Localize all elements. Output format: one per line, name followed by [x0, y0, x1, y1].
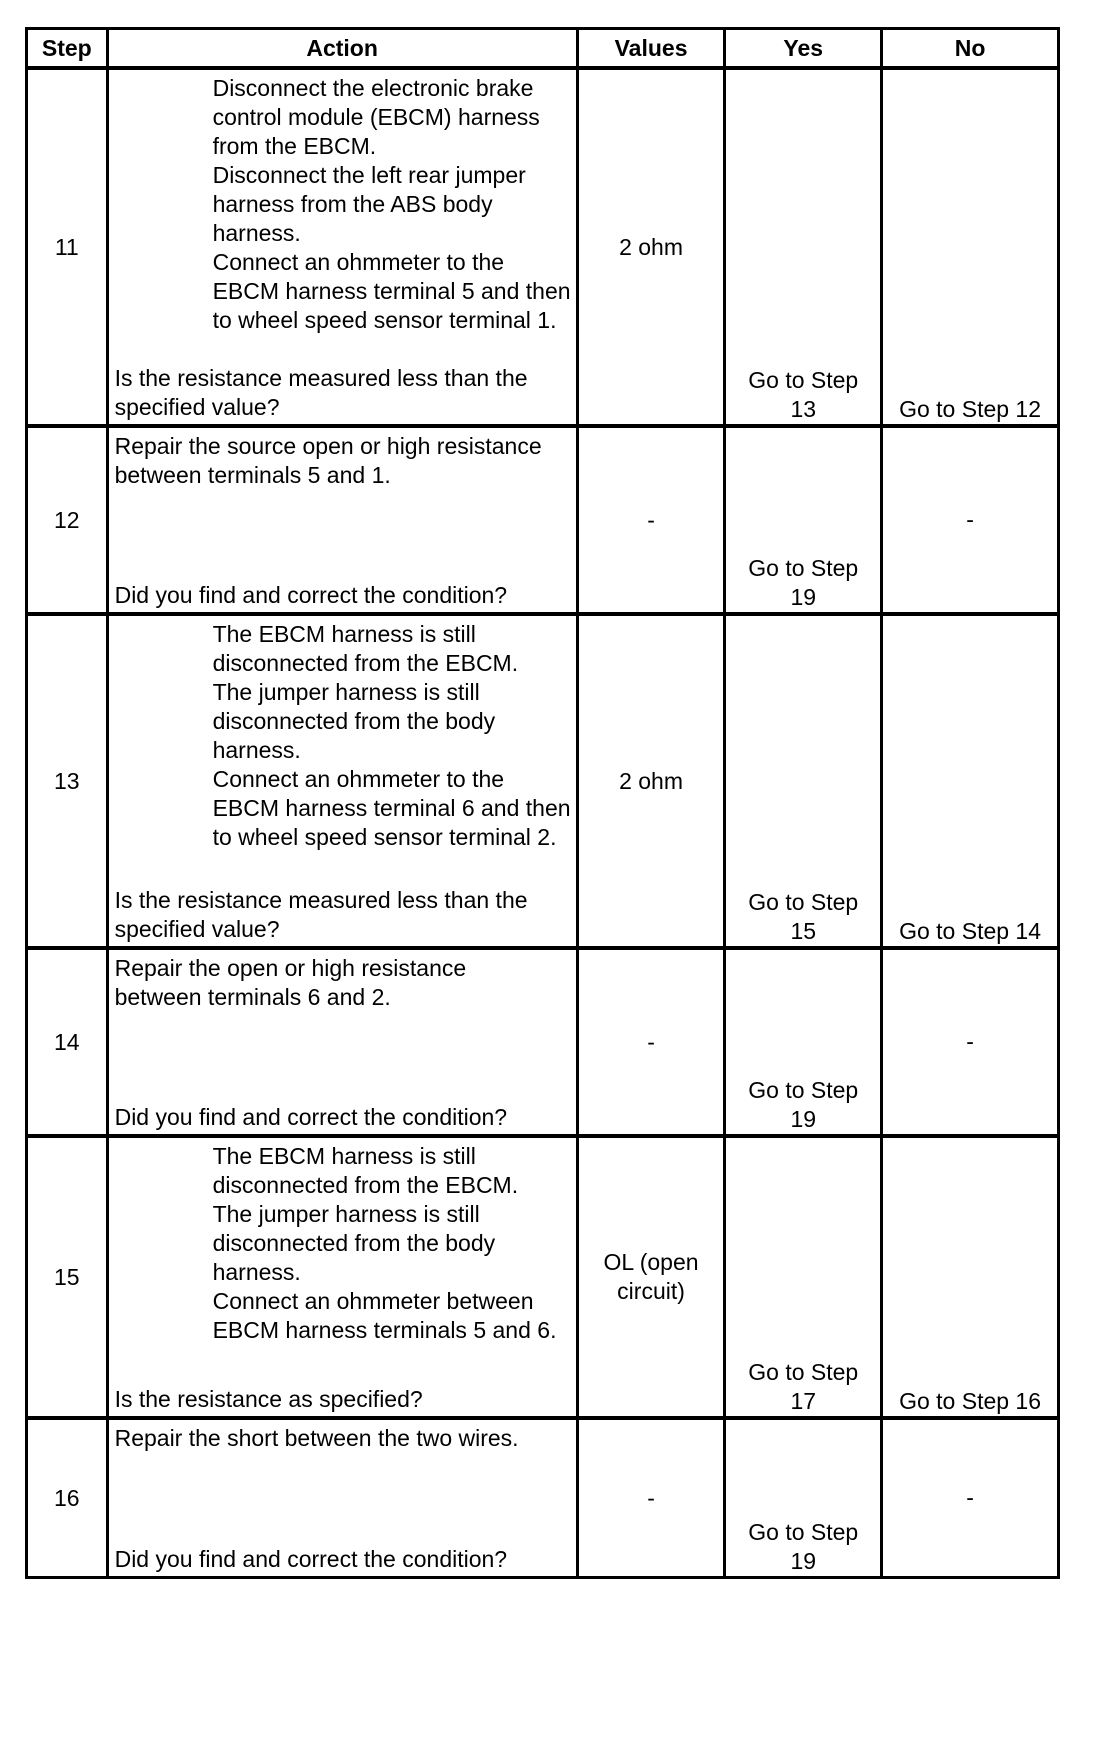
action-instructions: Disconnect the electronic brake control module (EBCM) harness from the EBCM. Disconnect the left rear jumper harness from the ABS body harness. Connect an ohmmeter to the EBCM harness terminal 5 and then to wheel speed sensor terminal 1.	[212, 75, 571, 333]
action-cell	[107, 426, 577, 614]
yes-cell	[725, 948, 882, 1136]
action-instructions: Repair the short between the two wires.	[114, 1425, 519, 1451]
action-cell	[107, 1136, 577, 1418]
step-number: 11	[27, 68, 108, 426]
header-no: No	[882, 29, 1059, 69]
no-cell	[882, 948, 1059, 1136]
yes-result: Go to Step 19	[748, 555, 859, 610]
action-cell	[107, 614, 577, 948]
yes-cell	[725, 68, 882, 426]
value-cell: -	[577, 948, 725, 1136]
yes-result: Go to Step 17	[748, 1359, 859, 1414]
action-instructions: The EBCM harness is still disconnected from the EBCM. The jumper harness is still disconnected from the body harness. Connect an ohmmeter between EBCM harness terminals 5 and 6.	[212, 1143, 557, 1343]
diagnostic-table	[25, 27, 1060, 1579]
yes-result: Go to Step 19	[748, 1077, 859, 1132]
yes-cell	[725, 1418, 882, 1578]
header-step: Step	[27, 29, 108, 69]
no-result: -	[966, 1484, 974, 1511]
action-question: Is the resistance measured less than the specified value?	[114, 887, 528, 942]
action-question: Did you find and correct the condition?	[114, 1104, 508, 1130]
header-values: Values	[577, 29, 725, 69]
yes-cell	[725, 426, 882, 614]
table-row	[27, 68, 1059, 426]
action-cell	[107, 68, 577, 426]
yes-cell	[725, 614, 882, 948]
no-cell: Go to Step 14	[882, 614, 1059, 948]
yes-result: Go to Step 13	[748, 367, 859, 422]
table-row	[27, 1136, 1059, 1418]
value-cell: -	[577, 1418, 725, 1578]
step-number: 15	[27, 1136, 108, 1418]
value-cell: 2 ohm	[577, 614, 725, 948]
action-instructions: Repair the open or high resistance between terminals 6 and 2.	[114, 955, 467, 1010]
table-row	[27, 1418, 1059, 1578]
action-question: Did you find and correct the condition?	[114, 582, 508, 608]
table-row	[27, 948, 1059, 1136]
action-question: Is the resistance as specified?	[114, 1386, 423, 1412]
action-question: Is the resistance measured less than the specified value?	[114, 365, 528, 420]
action-cell	[107, 948, 577, 1136]
header-yes: Yes	[725, 29, 882, 69]
yes-result: Go to Step 15	[748, 889, 859, 944]
no-cell: Go to Step 12	[882, 68, 1059, 426]
no-cell: Go to Step 16	[882, 1136, 1059, 1418]
header-action: Action	[107, 29, 577, 69]
no-result: -	[966, 1028, 974, 1055]
action-instructions: Repair the source open or high resistance between terminals 5 and 1.	[114, 433, 542, 488]
yes-cell	[725, 1136, 882, 1418]
table-row	[27, 614, 1059, 948]
value-cell: -	[577, 426, 725, 614]
yes-result: Go to Step 19	[748, 1519, 859, 1574]
value-cell: 2 ohm	[577, 68, 725, 426]
step-number: 14	[27, 948, 108, 1136]
value-cell: OL (open circuit)	[577, 1136, 725, 1418]
action-instructions: The EBCM harness is still disconnected from the EBCM. The jumper harness is still disconnected from the body harness. Connect an ohmmeter to the EBCM harness terminal 6 and then to wheel speed sensor terminal 2.	[212, 621, 571, 850]
no-result: -	[966, 506, 974, 533]
no-cell	[882, 1418, 1059, 1578]
step-number: 13	[27, 614, 108, 948]
action-question: Did you find and correct the condition?	[114, 1546, 508, 1572]
action-cell	[107, 1418, 577, 1578]
header-row	[27, 29, 1059, 69]
no-cell	[882, 426, 1059, 614]
step-number: 16	[27, 1418, 108, 1578]
table-row	[27, 426, 1059, 614]
step-number: 12	[27, 426, 108, 614]
